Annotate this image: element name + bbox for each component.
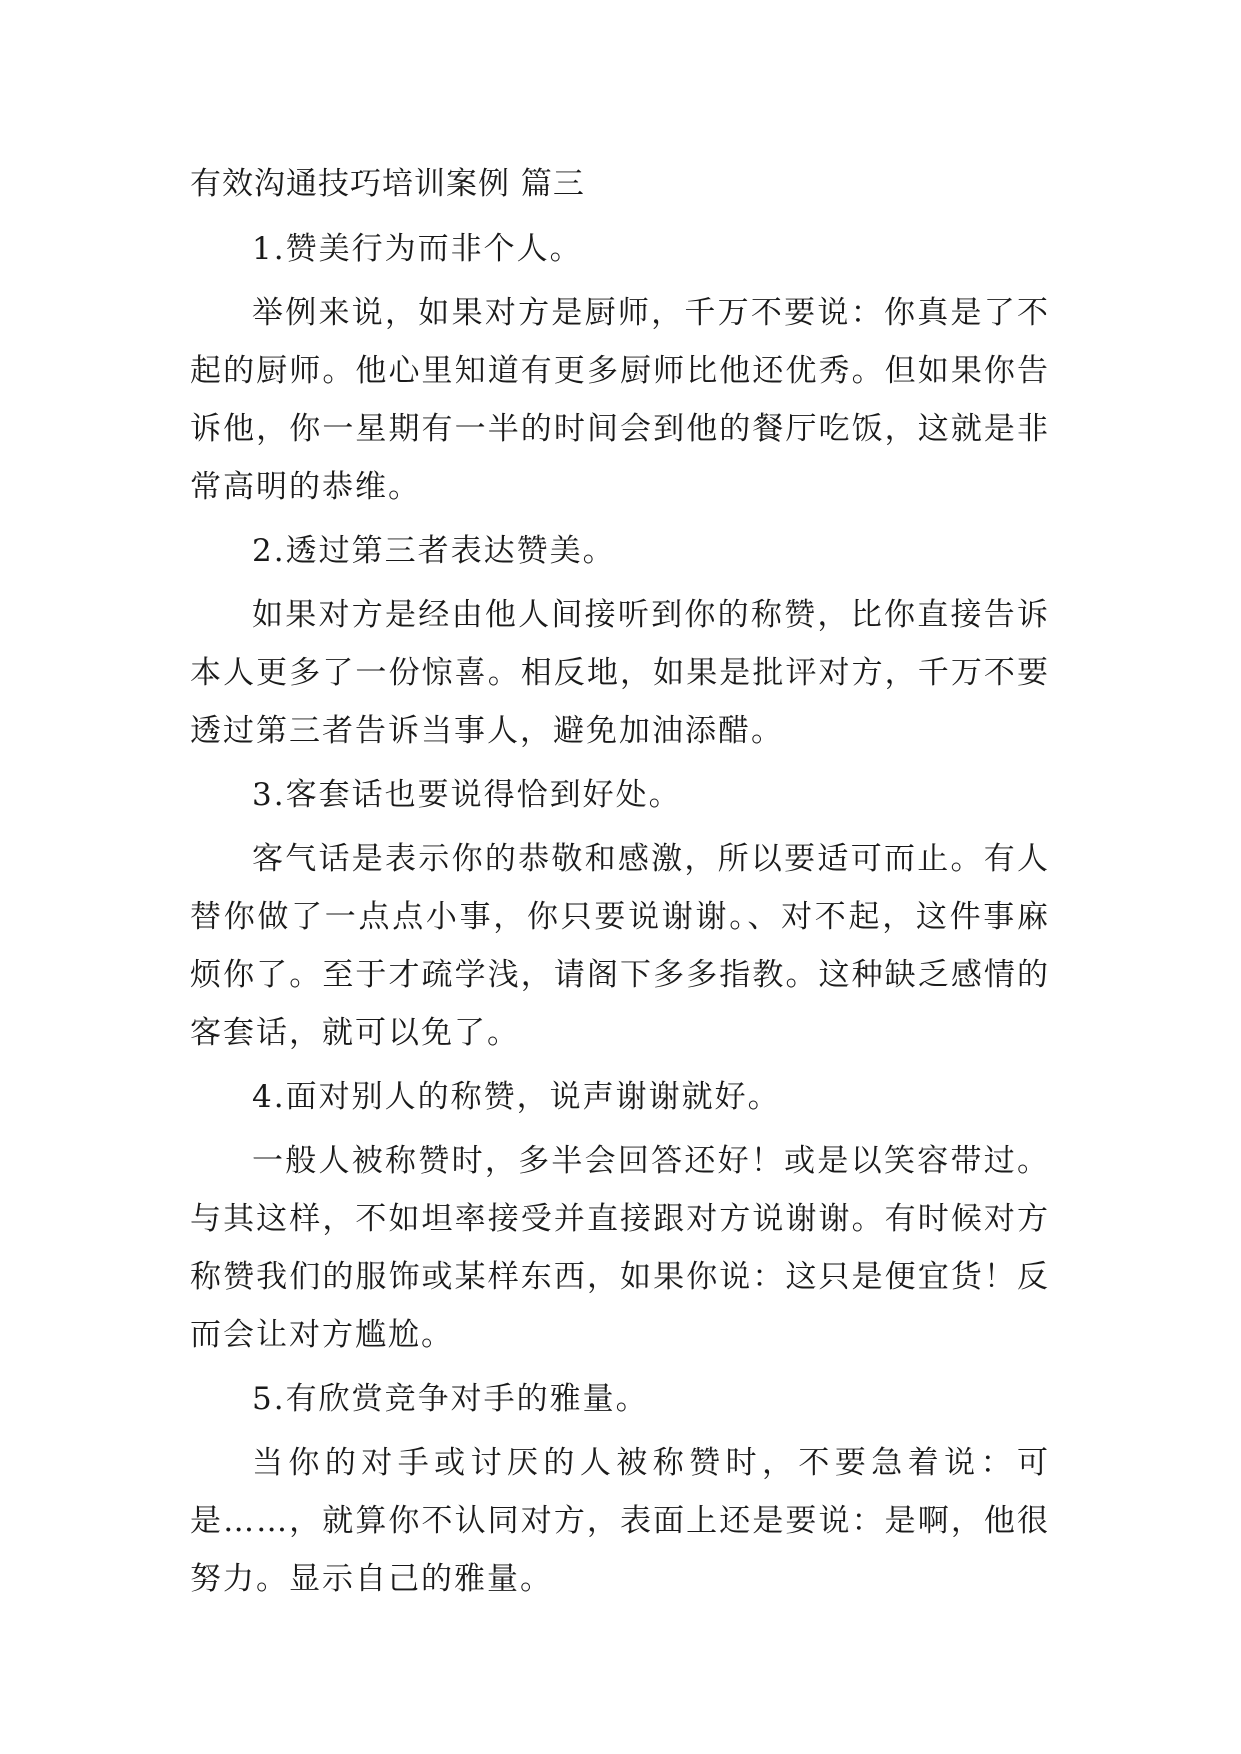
section-1 bbox=[190, 220, 1050, 516]
section-5 bbox=[190, 1370, 1050, 1608]
section-heading: 2.透过第三者表达赞美。 bbox=[252, 533, 616, 569]
section-3 bbox=[190, 766, 1050, 1062]
document-page bbox=[190, 160, 1050, 1614]
section-body: 当你的对手或讨厌的人被称赞时，不要急着说：可是……，就算你不认同对方，表面上还是要说：是啊，他很努力。显示自己的雅量。 bbox=[190, 1445, 1050, 1597]
section-heading: 3.客套话也要说得恰到好处。 bbox=[252, 777, 682, 813]
section-body: 举例来说，如果对方是厨师，千万不要说：你真是了不起的厨师。他心里知道有更多厨师比他还优秀。但如果你告诉他，你一星期有一半的时间会到他的餐厅吃饭，这就是非常高明的恭维。 bbox=[190, 295, 1050, 505]
section-2 bbox=[190, 522, 1050, 760]
section-heading: 4.面对别人的称赞，说声谢谢就好。 bbox=[252, 1079, 781, 1115]
section-4 bbox=[190, 1068, 1050, 1364]
section-heading: 5.有欣赏竞争对手的雅量。 bbox=[252, 1381, 649, 1417]
document-title: 有效沟通技巧培训案例 篇三 bbox=[190, 166, 585, 202]
section-body: 一般人被称赞时，多半会回答还好！或是以笑容带过。与其这样，不如坦率接受并直接跟对方说谢谢。有时候对方称赞我们的服饰或某样东西，如果你说：这只是便宜货！反而会让对方尴尬。 bbox=[190, 1143, 1050, 1353]
section-body: 如果对方是经由他人间接听到你的称赞，比你直接告诉本人更多了一份惊喜。相反地，如果是批评对方，千万不要透过第三者告诉当事人，避免加油添醋。 bbox=[190, 597, 1050, 749]
section-body: 客气话是表示你的恭敬和感激，所以要适可而止。有人替你做了一点点小事，你只要说谢谢。、对不起，这件事麻烦你了。至于才疏学浅，请阁下多多指教。这种缺乏感情的客套话，就可以免了。 bbox=[190, 841, 1050, 1051]
section-heading: 1.赞美行为而非个人。 bbox=[252, 231, 583, 267]
